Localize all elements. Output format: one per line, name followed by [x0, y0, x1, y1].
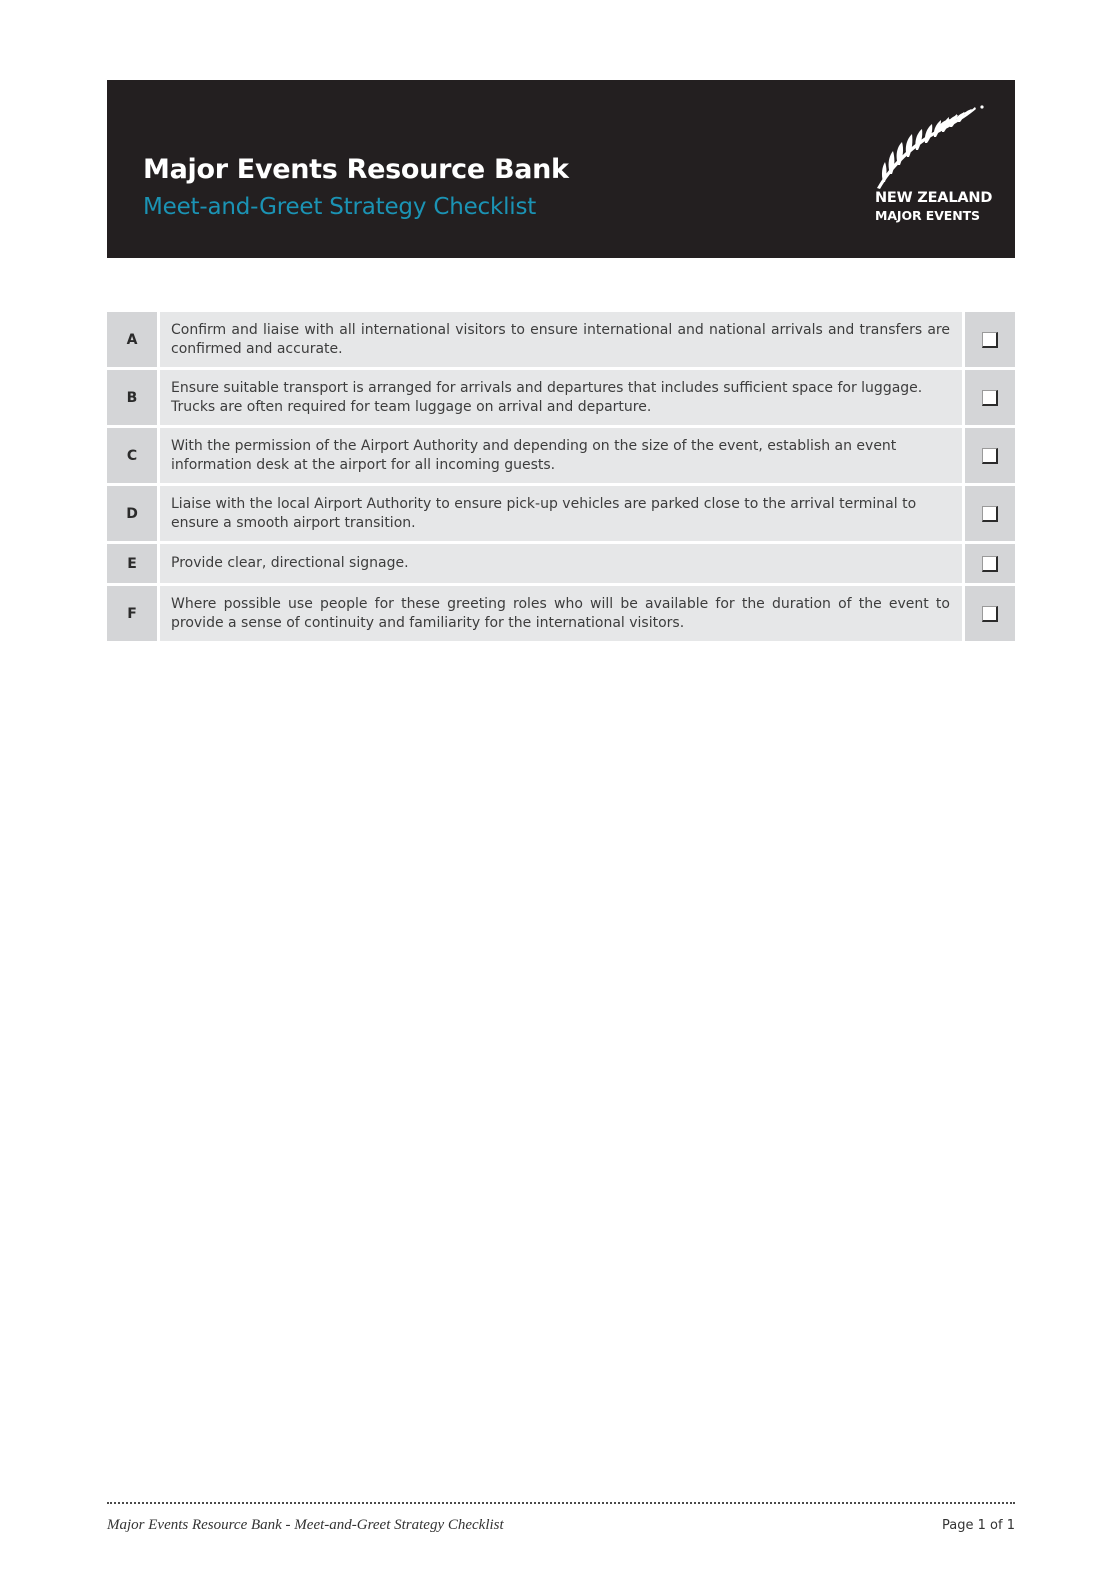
nz-major-events-logo	[875, 104, 995, 228]
checkbox-c[interactable]	[982, 448, 998, 464]
checklist-table	[107, 312, 1015, 644]
row-letter: B	[107, 370, 157, 425]
footer-document-title: Major Events Resource Bank - Meet-and-Greet Strategy Checklist	[107, 1517, 504, 1533]
row-letter: F	[107, 586, 157, 641]
row-text-content: Where possible use people for these greeting roles who will be available for the duration of the event to provide a sense of continuity and familiarity for the international visitors.	[171, 595, 950, 631]
checklist-row-d	[107, 486, 1015, 541]
checklist-row-b	[107, 370, 1015, 425]
row-check-cell	[965, 312, 1015, 367]
row-letter: C	[107, 428, 157, 483]
row-letter: A	[107, 312, 157, 367]
checklist-row-a	[107, 312, 1015, 367]
row-text	[160, 486, 962, 541]
row-text	[160, 312, 962, 367]
silver-fern-icon	[875, 104, 987, 190]
checkbox-e[interactable]	[982, 556, 998, 572]
row-check-cell	[965, 370, 1015, 425]
row-text	[160, 428, 962, 483]
checklist-row-c	[107, 428, 1015, 483]
footer-divider	[107, 1502, 1015, 1504]
checkbox-d[interactable]	[982, 506, 998, 522]
row-letter: E	[107, 544, 157, 583]
row-check-cell	[965, 486, 1015, 541]
checkbox-b[interactable]	[982, 390, 998, 406]
checklist-row-f	[107, 586, 1015, 641]
row-text-content: Liaise with the local Airport Authority to ensure pick-up vehicles are parked close to the arrival terminal to ensure a smooth airport transition.	[171, 495, 917, 531]
logo-text-major-events: MAJOR EVENTS	[875, 208, 980, 223]
row-text-content: Ensure suitable transport is arranged for arrivals and departures that includes sufficient space for luggage. Trucks are often required for team luggage on arrival and departure.	[171, 379, 923, 415]
page-subtitle: Meet-and-Greet Strategy Checklist	[143, 194, 537, 220]
row-check-cell	[965, 586, 1015, 641]
row-text	[160, 586, 962, 641]
row-text	[160, 544, 962, 583]
footer-page-number: Page 1 of 1	[942, 1518, 1015, 1533]
checkbox-f[interactable]	[982, 606, 998, 622]
row-text-content: Provide clear, directional signage.	[171, 555, 409, 571]
row-text-content: Confirm and liaise with all international visitors to ensure international and national arrivals and transfers are confirmed and accurate.	[171, 321, 950, 357]
row-check-cell	[965, 428, 1015, 483]
row-check-cell	[965, 544, 1015, 583]
row-letter: D	[107, 486, 157, 541]
checklist-row-e	[107, 544, 1015, 583]
checkbox-a[interactable]	[982, 332, 998, 348]
page-title: Major Events Resource Bank	[143, 154, 569, 185]
logo-text-new-zealand: NEW ZEALAND	[875, 190, 993, 206]
row-text-content: With the permission of the Airport Authority and depending on the size of the event, establish an event information desk at the airport for all incoming guests.	[171, 437, 897, 473]
row-text	[160, 370, 962, 425]
header-banner	[107, 80, 1015, 258]
